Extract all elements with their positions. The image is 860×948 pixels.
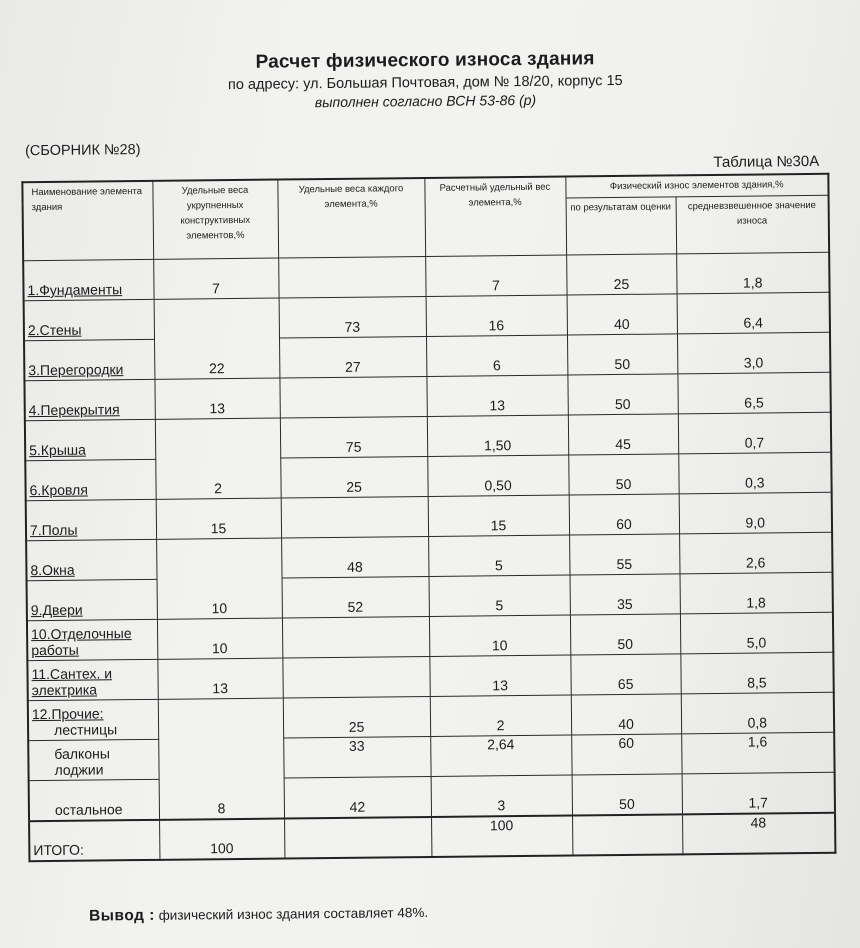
row-weighted-wear: 8,5 xyxy=(680,652,833,694)
row-element-weight: 73 xyxy=(279,297,426,339)
total-weighted-wear: 48 xyxy=(682,813,835,855)
row-name: 3.Перегородки xyxy=(24,339,154,380)
row-calc-weight: 7 xyxy=(425,255,566,296)
table-number: Таблица №30А xyxy=(713,152,820,171)
row-weighted-wear: 0,7 xyxy=(678,412,831,454)
document-content xyxy=(10,46,849,927)
row-name: 12.Прочие: лестницы xyxy=(28,699,158,740)
row-weighted-wear: 0,8 xyxy=(681,692,834,734)
row-calc-weight: 10 xyxy=(429,615,570,656)
row-wear: 50 xyxy=(572,774,682,816)
row-name: 2.Стены xyxy=(24,299,154,340)
total-label: ИТОГО: xyxy=(29,820,159,861)
row-calc-weight: 5 xyxy=(429,575,570,616)
total-row xyxy=(29,813,835,861)
row-wear: 40 xyxy=(571,694,681,735)
collection-label: (СБОРНИК №28) xyxy=(24,141,141,160)
row-element-weight: 48 xyxy=(281,536,428,578)
row-name: балконы лоджии xyxy=(28,739,158,780)
total-wear xyxy=(572,814,682,855)
row-element-weight: 25 xyxy=(283,696,430,738)
row-weighted-wear: 9,0 xyxy=(679,492,832,534)
row-wear: 50 xyxy=(567,334,677,375)
wear-table xyxy=(21,173,836,862)
row-weighted-wear: 6,4 xyxy=(677,292,830,334)
row-wear: 50 xyxy=(568,454,678,495)
total-calc-weight: 100 xyxy=(431,816,572,857)
row-calc-weight: 15 xyxy=(428,495,569,536)
row-weighted-wear: 2,6 xyxy=(679,532,832,574)
row-calc-weight: 5 xyxy=(428,535,569,576)
row-wear: 65 xyxy=(570,654,680,695)
row-calc-weight: 3 xyxy=(431,775,572,817)
row-element-weight: 27 xyxy=(279,337,426,379)
row-group-weight: 8 xyxy=(158,698,284,820)
row-calc-weight: 2,64 xyxy=(430,735,571,776)
row-calc-weight: 13 xyxy=(426,375,567,416)
document-method: выполнен согласно ВСН 53-86 (р) xyxy=(314,91,537,111)
row-group-weight: 7 xyxy=(153,258,278,299)
total-group-weight: 100 xyxy=(159,819,284,860)
row-calc-weight: 6 xyxy=(426,335,567,376)
row-element-weight xyxy=(278,257,425,299)
row-wear: 60 xyxy=(571,734,681,775)
row-weighted-wear: 3,0 xyxy=(677,332,830,374)
row-wear: 55 xyxy=(569,534,679,575)
row-name: 6.Кровля xyxy=(25,459,155,500)
document-address: по адресу: ул. Большая Почтовая, дом № 18/20, корпус 15 xyxy=(227,72,623,94)
col-element-weight-header: Удельные веса каждого элемента,% xyxy=(277,178,425,258)
row-wear: 35 xyxy=(570,574,680,615)
row-wear: 50 xyxy=(567,374,677,415)
row-calc-weight: 2 xyxy=(430,695,571,736)
conclusion xyxy=(89,900,849,926)
conclusion-text: физический износ здания составляет 48%. xyxy=(158,905,429,923)
row-wear: 60 xyxy=(569,494,679,535)
row-calc-weight: 0,50 xyxy=(427,455,568,496)
row-name: 5.Крыша xyxy=(25,419,155,460)
row-group-weight: 2 xyxy=(155,418,281,499)
row-element-weight xyxy=(282,656,429,698)
row-weighted-wear: 1,7 xyxy=(682,772,835,814)
row-name: 7.Полы xyxy=(26,499,156,540)
row-name: 4.Перекрытия xyxy=(24,379,154,420)
row-element-weight: 75 xyxy=(280,417,427,459)
row-group-weight: 22 xyxy=(154,298,280,379)
row-group-weight: 13 xyxy=(154,378,279,419)
col-wear-assessment-header: по результатам оценки xyxy=(566,197,677,255)
total-element-weight xyxy=(284,817,431,859)
row-weighted-wear: 1,6 xyxy=(681,732,834,774)
row-calc-weight: 13 xyxy=(429,655,570,696)
row-name: 11.Сантех. и электрика xyxy=(27,659,157,700)
row-element-weight xyxy=(281,496,428,538)
row-name: 1.Фундаменты xyxy=(23,259,153,300)
document-title: Расчет физического износа здания xyxy=(255,48,595,73)
row-element-weight: 52 xyxy=(282,576,429,618)
row-group-weight: 15 xyxy=(156,498,281,539)
row-weighted-wear: 1,8 xyxy=(676,252,829,294)
row-name: 10.Отделочные работы xyxy=(27,619,157,660)
row-name: остальное xyxy=(29,779,159,821)
row-element-weight xyxy=(279,377,426,419)
conclusion-label: Вывод : xyxy=(88,906,155,925)
row-weighted-wear: 6,5 xyxy=(677,372,830,414)
row-weighted-wear: 0,3 xyxy=(678,452,831,494)
row-element-weight: 42 xyxy=(284,776,431,818)
col-name-header: Наименование элемента здания xyxy=(22,181,153,261)
row-calc-weight: 1,50 xyxy=(427,415,568,456)
row-wear: 45 xyxy=(568,414,678,455)
row-name: 9.Двери xyxy=(27,579,157,620)
row-group-weight: 10 xyxy=(156,538,282,619)
row-element-weight xyxy=(282,616,429,658)
row-wear: 25 xyxy=(566,254,676,295)
row-name: 8.Окна xyxy=(26,539,156,580)
row-element-weight: 33 xyxy=(283,736,430,778)
row-calc-weight: 16 xyxy=(426,295,567,336)
row-weighted-wear: 5,0 xyxy=(680,612,833,654)
col-enlarged-weight-header: Удельные веса укрупненных конструктивных элементов,% xyxy=(152,180,278,260)
col-calc-weight-header: Расчетный удельный вес элемента,% xyxy=(424,177,566,257)
col-wear-group-header: Физический износ элементов здания,% xyxy=(565,174,828,198)
row-weighted-wear: 1,8 xyxy=(679,572,832,614)
row-group-weight: 13 xyxy=(157,658,282,699)
col-wear-weighted-header: средневзвешенное значение износа xyxy=(676,195,830,254)
row-wear: 40 xyxy=(567,294,677,335)
row-element-weight: 25 xyxy=(280,456,427,498)
row-group-weight: 10 xyxy=(157,618,282,659)
row-wear: 50 xyxy=(570,614,680,655)
